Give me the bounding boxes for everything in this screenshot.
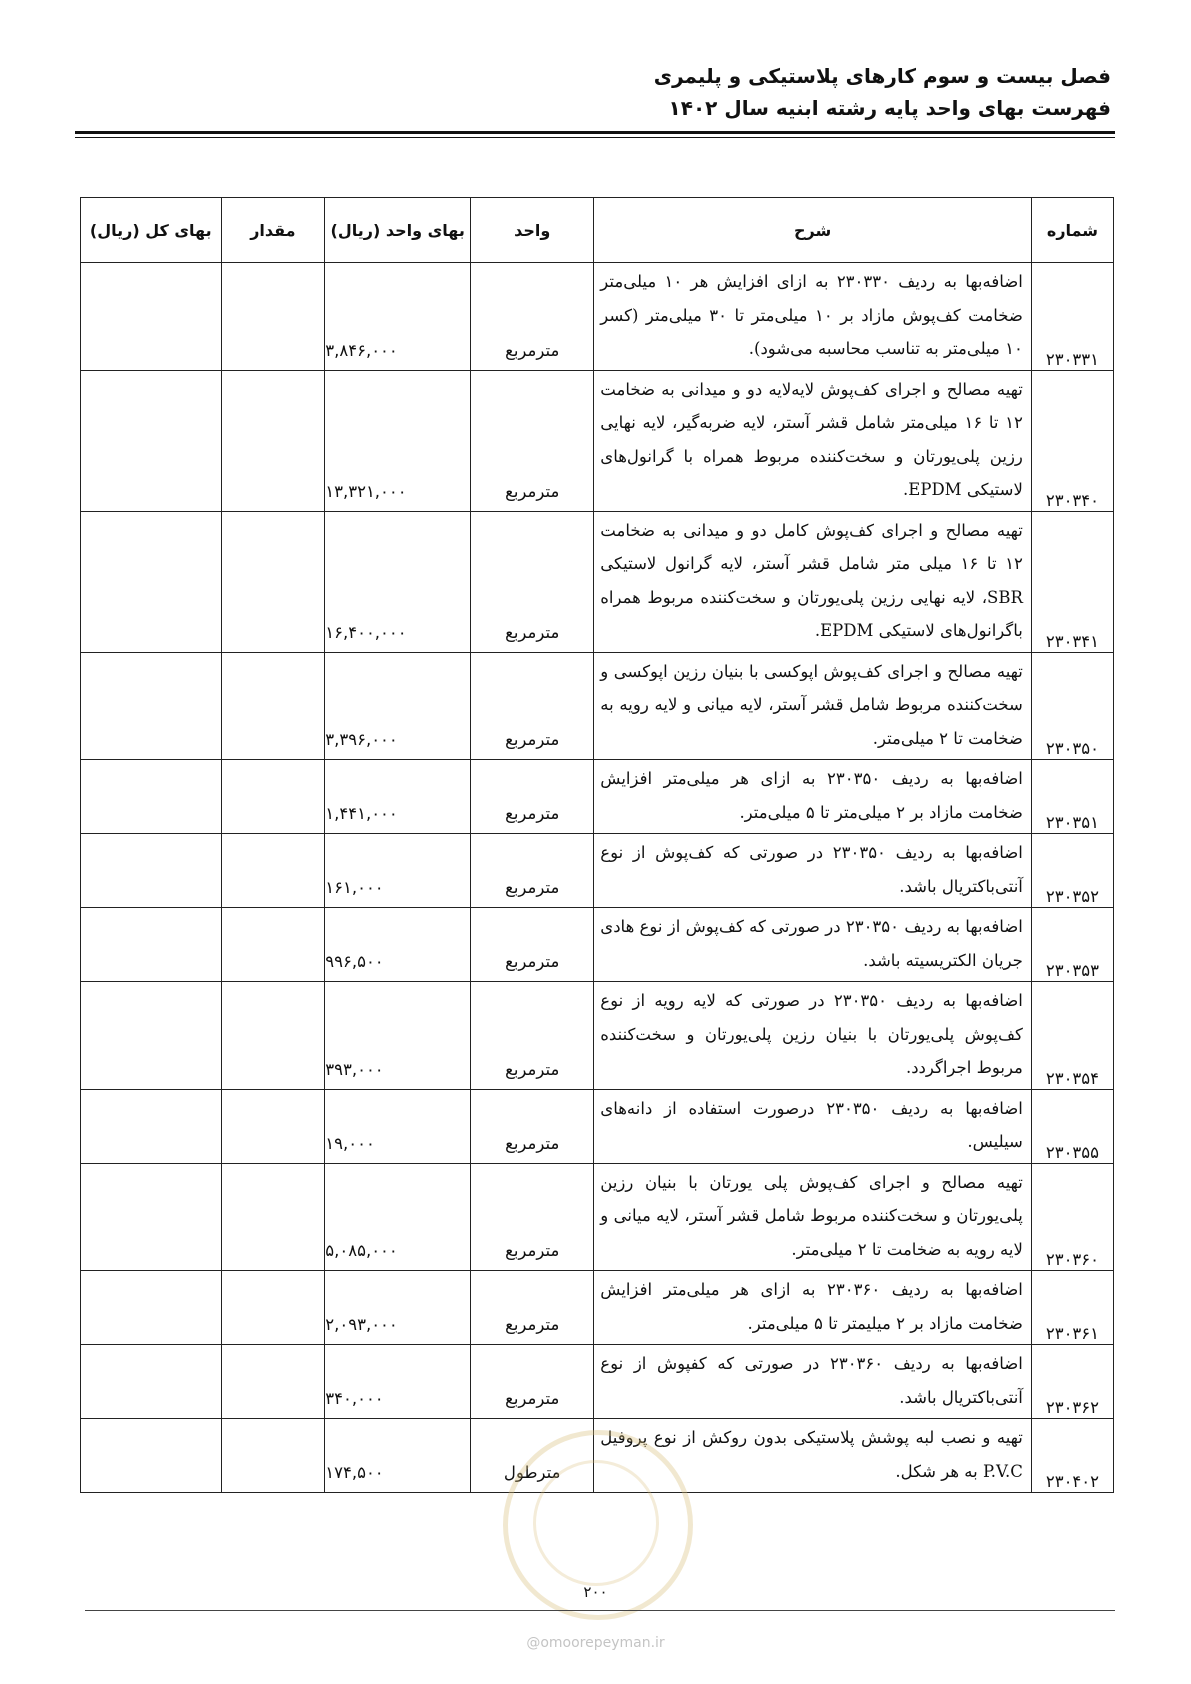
row-total-price-cell: [81, 1419, 222, 1493]
row-description-cell: اضافه‌بها به ردیف ۲۳۰۳۶۰ در صورتی که کفپوش از نوع آنتی‌باکتریال باشد.: [594, 1345, 1032, 1419]
row-quantity-cell: [221, 652, 325, 760]
row-description-cell: تهیه مصالح و اجرای کف‌پوش کامل دو و میدانی به ضخامت ۱۲ تا ۱۶ میلی متر شامل قشر آستر، لایه گرانول لاستیکی SBR، لایه نهایی رزین پلی‌یورتان و سخت‌کننده مربوط همراه باگرانول‌های لاستیکی EPDM.: [594, 511, 1032, 652]
row-quantity-cell: [221, 511, 325, 652]
row-description-cell: اضافه‌بها به ردیف ۲۳۰۳۶۰ به ازای هر میلی‌متر افزایش ضخامت مازاد بر ۲ میلیمتر تا ۵ میلی‌متر.: [594, 1271, 1032, 1345]
row-unit-cell: مترمربع: [471, 1271, 594, 1345]
table-row: [81, 1163, 1114, 1271]
row-unit-price-cell: ۱۷۴,۵۰۰: [325, 1419, 471, 1493]
row-description-cell: اضافه‌بها به ردیف ۲۳۰۳۵۰ درصورت استفاده از دانه‌های سیلیس.: [594, 1089, 1032, 1163]
row-number-cell: ۲۳۰۳۵۵: [1031, 1089, 1113, 1163]
row-unit-price-cell: ۳۴۰,۰۰۰: [325, 1345, 471, 1419]
row-total-price-cell: [81, 1089, 222, 1163]
row-total-price-cell: [81, 982, 222, 1090]
row-quantity-cell: [221, 1163, 325, 1271]
row-unit-price-cell: ۹۹۶,۵۰۰: [325, 908, 471, 982]
catalog-title: فهرست بهای واحد پایه رشته ابنیه سال ۱۴۰۲: [668, 96, 1111, 120]
row-number-cell: ۲۳۰۴۰۲: [1031, 1419, 1113, 1493]
row-number-cell: ۲۳۰۳۵۱: [1031, 760, 1113, 834]
table-row: [81, 652, 1114, 760]
row-number-cell: ۲۳۰۳۶۲: [1031, 1345, 1113, 1419]
row-quantity-cell: [221, 1089, 325, 1163]
row-number-cell: ۲۳۰۳۵۳: [1031, 908, 1113, 982]
header-unit: واحد: [471, 198, 594, 263]
row-total-price-cell: [81, 908, 222, 982]
chapter-title: فصل بیست و سوم کارهای پلاستیکی و پلیمری: [653, 64, 1111, 88]
row-description-cell: تهیه مصالح و اجرای کف‌پوش پلی یورتان با بنیان رزین پلی‌یورتان و سخت‌کننده مربوط شامل قشر آستر، لایه میانی و لایه رویه به ضخامت تا ۲ میلی‌متر.: [594, 1163, 1032, 1271]
row-total-price-cell: [81, 1271, 222, 1345]
row-total-price-cell: [81, 263, 222, 371]
row-description-cell: اضافه‌بها به ردیف ۲۳۰۳۳۰ به ازای افزایش هر ۱۰ میلی‌متر ضخامت کف‌پوش مازاد بر ۱۰ میلی‌متر تا ۳۰ میلی‌متر (کسر ۱۰ میلی‌متر به تناسب محاسبه می‌شود).: [594, 263, 1032, 371]
row-unit-price-cell: ۱۶,۴۰۰,۰۰۰: [325, 511, 471, 652]
row-number-cell: ۲۳۰۳۴۰: [1031, 370, 1113, 511]
row-unit-cell: مترمربع: [471, 834, 594, 908]
row-quantity-cell: [221, 1345, 325, 1419]
row-unit-cell: مترمربع: [471, 1089, 594, 1163]
row-unit-price-cell: ۳,۸۴۶,۰۰۰: [325, 263, 471, 371]
row-description-cell: اضافه‌بها به ردیف ۲۳۰۳۵۰ در صورتی که کف‌پوش از نوع آنتی‌باکتریال باشد.: [594, 834, 1032, 908]
row-number-cell: ۲۳۰۳۶۱: [1031, 1271, 1113, 1345]
header-number: شماره: [1031, 198, 1113, 263]
header-description: شرح: [594, 198, 1032, 263]
table-row: [81, 1271, 1114, 1345]
row-description-cell: تهیه مصالح و اجرای کف‌پوش لایه‌لایه دو و میدانی به ضخامت ۱۲ تا ۱۶ میلی‌متر شامل قشر آستر، لایه ضربه‌گیر، لایه نهایی رزین پلی‌یورتان و سخت‌کننده مربوط همراه با گرانول‌های لاستیکی EPDM.: [594, 370, 1032, 511]
page-header: [75, 60, 1111, 124]
header-rule-thick: [75, 131, 1115, 134]
row-unit-cell: مترمربع: [471, 370, 594, 511]
row-total-price-cell: [81, 1163, 222, 1271]
table-row: [81, 908, 1114, 982]
row-unit-price-cell: ۱۳,۳۲۱,۰۰۰: [325, 370, 471, 511]
table-row: [81, 760, 1114, 834]
table-row: [81, 834, 1114, 908]
header-total-price: بهای کل (ریال): [81, 198, 222, 263]
row-description-cell: اضافه‌بها به ردیف ۲۳۰۳۵۰ به ازای هر میلی‌متر افزایش ضخامت مازاد بر ۲ میلی‌متر تا ۵ میلی‌متر.: [594, 760, 1032, 834]
page-number: ۲۰۰: [583, 1583, 608, 1601]
row-description-cell: تهیه مصالح و اجرای کف‌پوش اپوکسی با بنیان رزین اپوکسی و سخت‌کننده مربوط شامل قشر آستر، لایه میانی و لایه رویه به ضخامت تا ۲ میلی‌متر.: [594, 652, 1032, 760]
row-unit-cell: مترمربع: [471, 511, 594, 652]
row-unit-cell: مترطول: [471, 1419, 594, 1493]
row-quantity-cell: [221, 982, 325, 1090]
price-list-table: [80, 197, 1114, 1493]
row-unit-price-cell: ۱,۴۴۱,۰۰۰: [325, 760, 471, 834]
row-unit-cell: مترمربع: [471, 1163, 594, 1271]
table-row: [81, 1419, 1114, 1493]
header-quantity: مقدار: [221, 198, 325, 263]
row-unit-cell: مترمربع: [471, 760, 594, 834]
row-unit-price-cell: ۱۹,۰۰۰: [325, 1089, 471, 1163]
row-unit-price-cell: ۳۹۳,۰۰۰: [325, 982, 471, 1090]
row-unit-price-cell: ۲,۰۹۳,۰۰۰: [325, 1271, 471, 1345]
row-quantity-cell: [221, 263, 325, 371]
table-row: [81, 1089, 1114, 1163]
row-unit-price-cell: ۱۶۱,۰۰۰: [325, 834, 471, 908]
row-quantity-cell: [221, 760, 325, 834]
row-total-price-cell: [81, 834, 222, 908]
table-row: [81, 263, 1114, 371]
row-quantity-cell: [221, 908, 325, 982]
row-quantity-cell: [221, 370, 325, 511]
row-total-price-cell: [81, 511, 222, 652]
row-number-cell: ۲۳۰۳۶۰: [1031, 1163, 1113, 1271]
row-number-cell: ۲۳۰۳۴۱: [1031, 511, 1113, 652]
row-number-cell: ۲۳۰۳۵۲: [1031, 834, 1113, 908]
row-quantity-cell: [221, 1271, 325, 1345]
row-description-cell: اضافه‌بها به ردیف ۲۳۰۳۵۰ در صورتی که کف‌پوش از نوع هادی جریان الکتریسیته باشد.: [594, 908, 1032, 982]
table-header-row: [81, 198, 1114, 263]
row-total-price-cell: [81, 1345, 222, 1419]
row-total-price-cell: [81, 760, 222, 834]
table-row: [81, 982, 1114, 1090]
header-unit-price: بهای واحد (ریال): [325, 198, 471, 263]
website-watermark: @omoorepeyman.ir: [526, 1635, 665, 1651]
row-unit-cell: مترمربع: [471, 263, 594, 371]
row-quantity-cell: [221, 1419, 325, 1493]
row-quantity-cell: [221, 834, 325, 908]
table-row: [81, 1345, 1114, 1419]
header-rule-thin: [75, 137, 1115, 138]
row-unit-price-cell: ۳,۳۹۶,۰۰۰: [325, 652, 471, 760]
row-unit-cell: مترمربع: [471, 908, 594, 982]
table-row: [81, 511, 1114, 652]
table-row: [81, 370, 1114, 511]
row-number-cell: ۲۳۰۳۳۱: [1031, 263, 1113, 371]
row-total-price-cell: [81, 370, 222, 511]
row-number-cell: ۲۳۰۳۵۴: [1031, 982, 1113, 1090]
footer-rule: [85, 1610, 1115, 1611]
row-number-cell: ۲۳۰۳۵۰: [1031, 652, 1113, 760]
row-unit-cell: مترمربع: [471, 1345, 594, 1419]
row-total-price-cell: [81, 652, 222, 760]
row-description-cell: اضافه‌بها به ردیف ۲۳۰۳۵۰ در صورتی که لایه رویه از نوع کف‌پوش پلی‌یورتان با بنیان رزین پلی‌یورتان و سخت‌کننده مربوط اجراگردد.: [594, 982, 1032, 1090]
row-description-cell: تهیه و نصب لبه پوشش پلاستیکی بدون روکش از نوع پروفیل P.V.C به هر شکل.: [594, 1419, 1032, 1493]
row-unit-price-cell: ۵,۰۸۵,۰۰۰: [325, 1163, 471, 1271]
row-unit-cell: مترمربع: [471, 982, 594, 1090]
row-unit-cell: مترمربع: [471, 652, 594, 760]
